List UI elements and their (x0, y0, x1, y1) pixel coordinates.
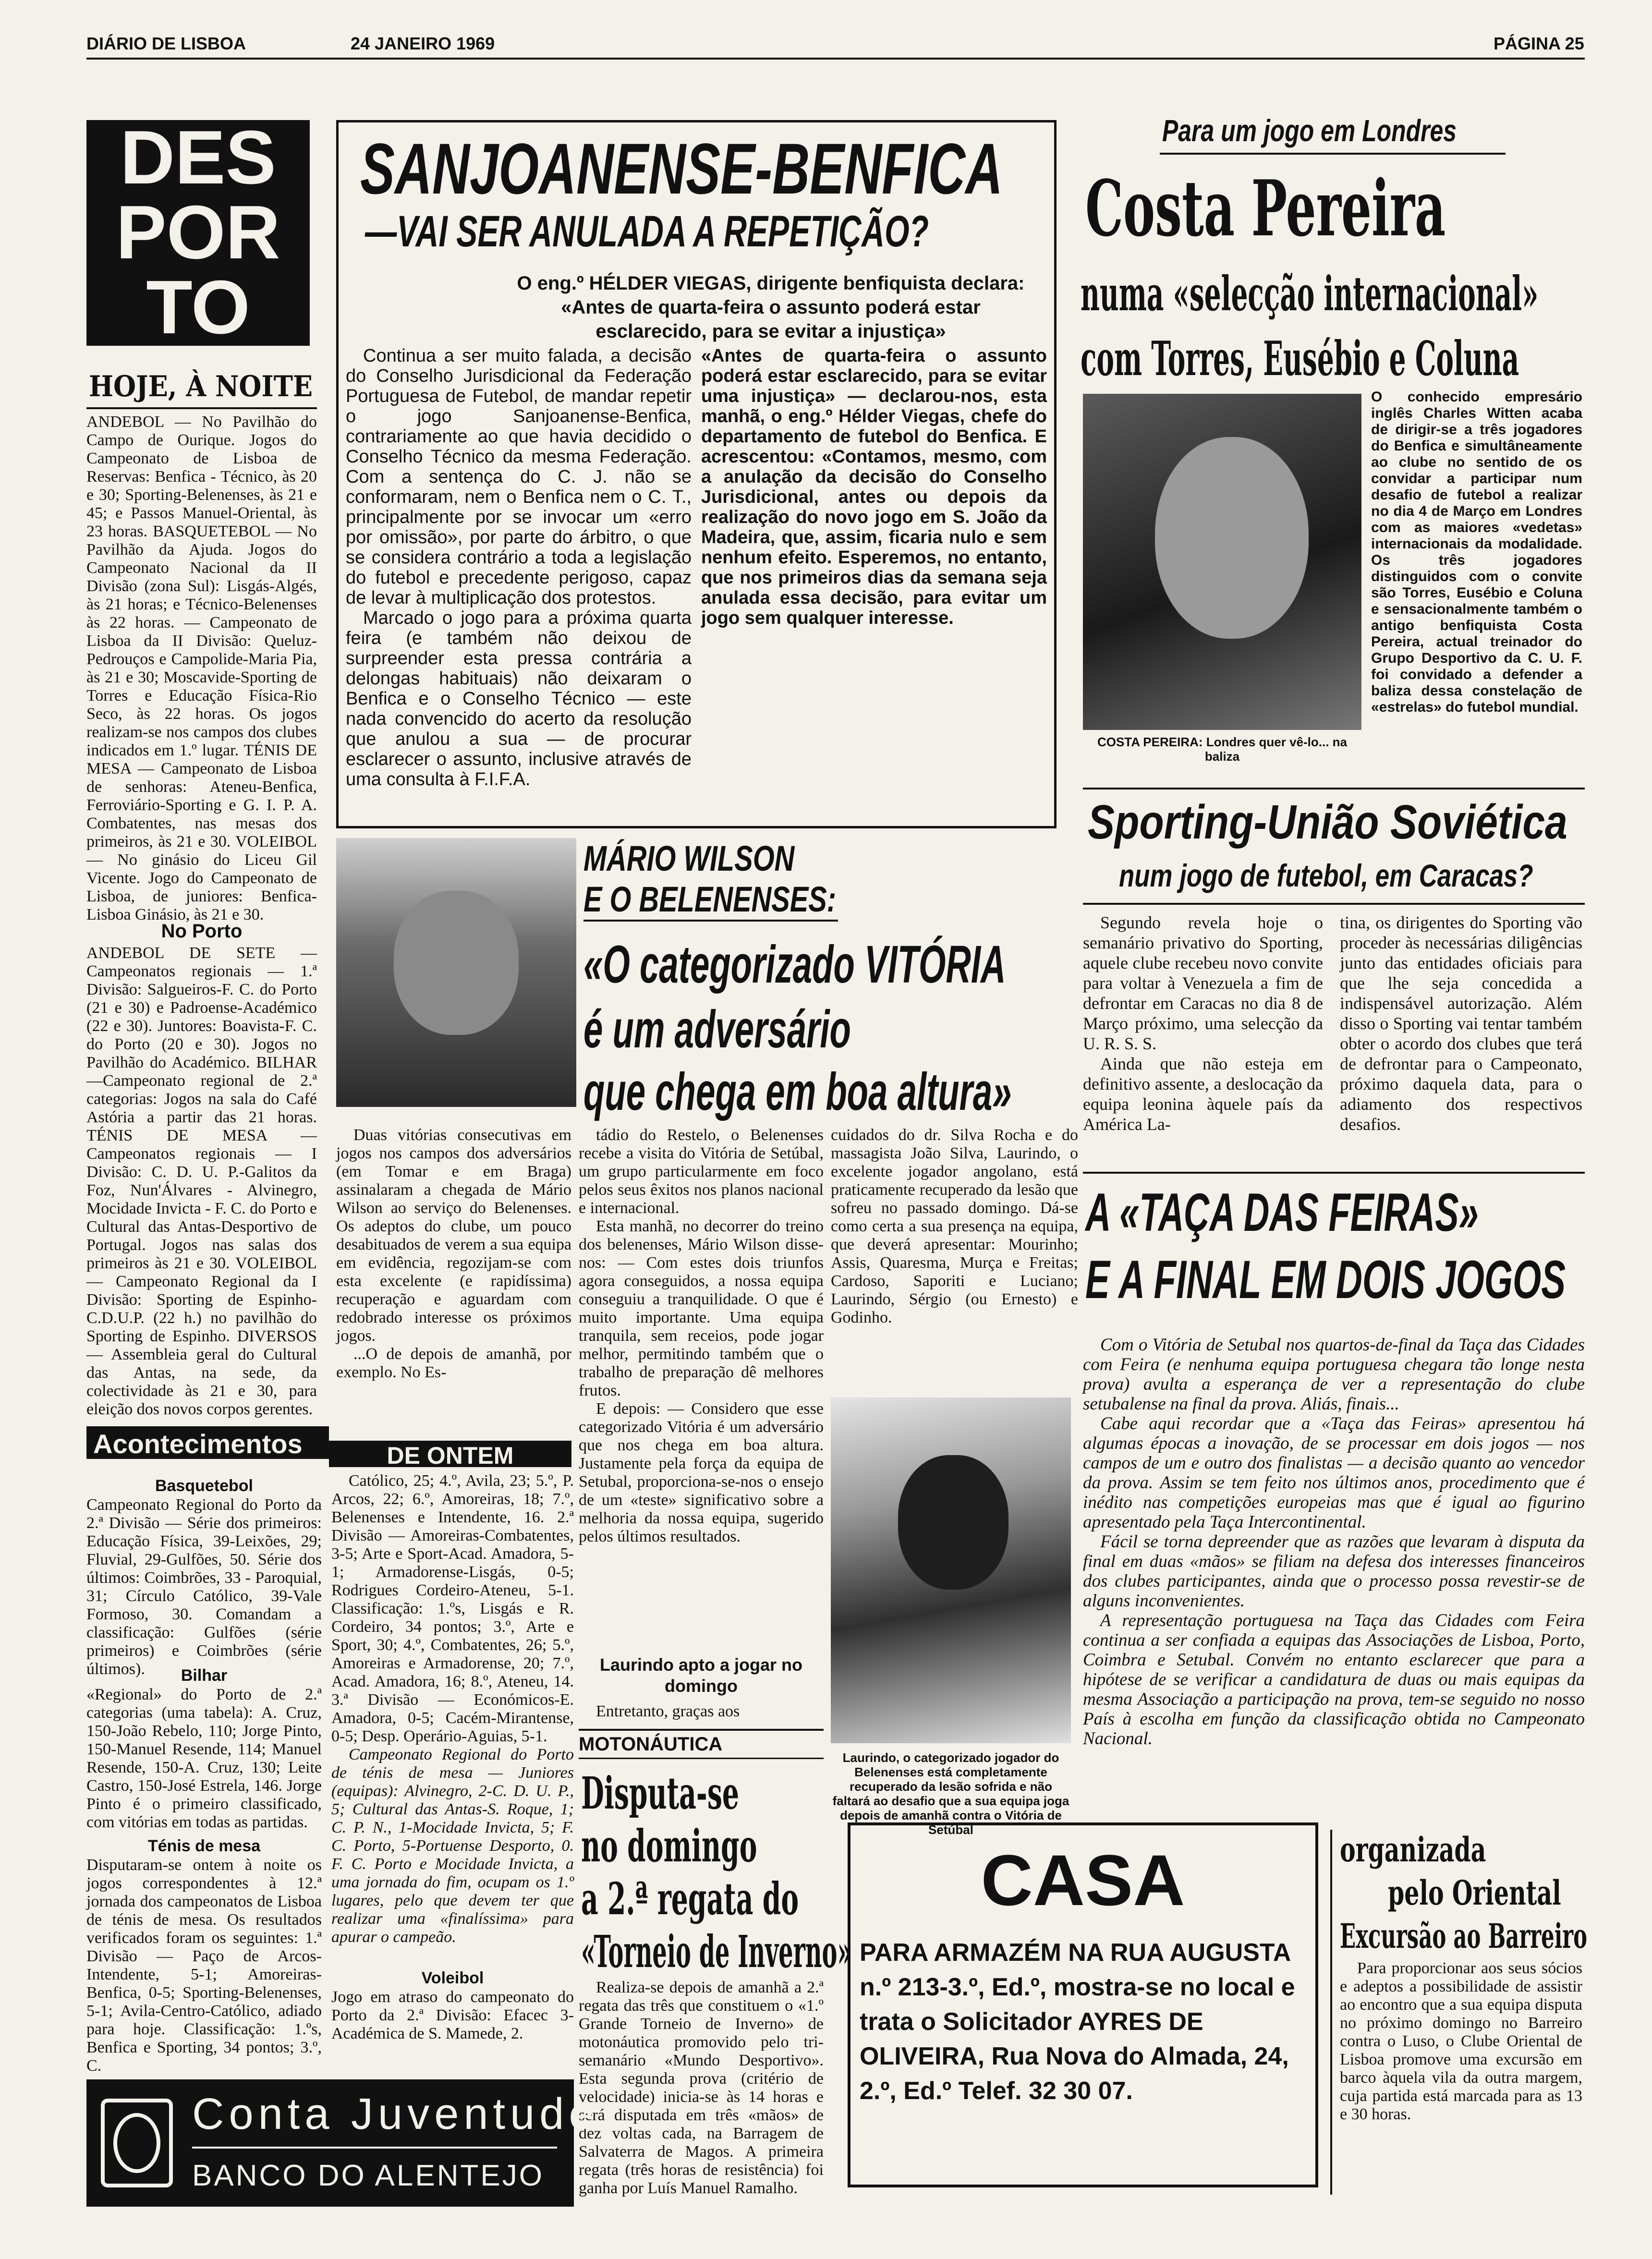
laurindo-subhead: Laurindo apto a jogar no domingo (600, 1655, 802, 1696)
page-number: PÁGINA 25 (1494, 34, 1584, 53)
sanjoanense-title: SANJOANENSE-BENFICA (360, 128, 1003, 209)
wilson-col2-p3: E depois: — Considero que esse categorizado Vitória é um adversário que nos chega em boa altura. Justamente pela força da equipa de Setubal, proporciona-se-nos o ensejo de um «teste» significativo sobre a melhoria da nossa equipa, sugerido pelos últimos resultados. (579, 1400, 824, 1545)
acontecimentos-banner (86, 1426, 329, 1459)
taca-p1: Com o Vitória de Setubal nos quartos-de-final da Taça das Cidades com Feira (e nenhuma equipa portuguesa chegara tão longe nesta prova) avulta a esperança de ver a representação do clube setubalense na final da prova. Aliás, finais... (1083, 1335, 1585, 1414)
motonautica-text: Realiza-se depois de amanhã a 2.ª regata das três que constituem o «1.º Grande Torneio de Inverno» de motonáutica promovido pelo tri-semanário «Mundo Desportivo». Esta segunda prova (critério de velocidade) inicia-se às 14 horas e será disputada em três «mãos» de dez voltas cada, na Barragem de Salvaterra de Magos. A primeira regata (três horas de resistência) foi ganha por Luís Manuel Ramalho. (579, 1979, 824, 2197)
motonautica-title-1: Disputa-se (581, 1767, 740, 1819)
wilson-kicker-1: MÁRIO WILSON (583, 838, 795, 878)
motonautica-title-2: no domingo (581, 1820, 757, 1872)
acontecimentos-title: Acontecimentos (93, 1429, 303, 1459)
acontecimentos-subtitle: DE ONTEM (387, 1442, 514, 1469)
logo-line-2: POR (116, 190, 280, 275)
issue-date: 24 JANEIRO 1969 (351, 34, 495, 53)
wilson-col1-p2: ...O de depois de amanhã, por exemplo. No Es- (336, 1345, 571, 1381)
bank-name: BANCO DO ALENTEJO (192, 2159, 544, 2192)
casa-line-1: PARA ARMAZÉM NA RUA AUGUSTA (860, 1939, 1291, 1967)
sporting-col1 (1083, 912, 1323, 1153)
wilson-col2-p1: tádio do Restelo, o Belenenses recebe a visita do Vitória de Setúbal, um grupo particularmente em foco pelos seus êxitos nos planos nacional e internacional. (579, 1126, 824, 1217)
bank-logo-inner (113, 2113, 160, 2173)
tenis-title: Ténis de mesa (147, 1837, 261, 1855)
bank-logo-icon (101, 2099, 173, 2187)
costa-title-2: numa «selecção internacional» (1081, 267, 1539, 322)
taca-text (1083, 1335, 1585, 1820)
hoje-rule (86, 407, 317, 409)
logo-line-1: DES (120, 115, 276, 200)
acontecimentos-col2-p1: Católico, 25; 4.º, Avila, 23; 5.º, P. Arcos, 22; 6.º, Amoreiras, 18; 7.º, Belenenses e Intendente, 16. 2.ª Divisão — Amoreiras-Combatentes, 3-5; Arte e Sport-Acad. Amadora, 5-1; Armadorense-Lisgás, 0-5; Rodrigues Cordeiro-Ateneu, 5-1. Classificação: 1.ºs, Lisgás e R. Cordeiro, 34 pontos; 3.º, Arte e Sport, 30; 4.º, Combatentes, 26; 5.º, Amoreiras e Armadorense, 20; 7.º, Acad. Amadora, 16; 8.º, Ateneu, 14. 3.ª Divisão — Económicos-E. Amadora, 0-5; Cacém-Mirantense, 0-5; Desp. Operário-Aguias, 5-1. (331, 1472, 574, 1745)
voleibol-title: Voleibol (421, 1969, 484, 1987)
wilson-quote-1: «O categorizado VITÓRIA (583, 935, 1006, 994)
sporting-title: Sporting-União Soviética (1088, 795, 1567, 849)
taca-p4: A representação portuguesa na Taça das Cidades com Feira continua a ser confiada a equipas das Associações de Lisboa, Porto, Coimbra e Setubal. Convém no entanto esclarecer que para a hipótese de se verificar a candidatura de duas ou mais equipas da mesma Associação a participação na prova, tem-se seguido no nosso País à escolha em função da classificação obtida no Campeonato Nacional. (1083, 1611, 1585, 1749)
motonautica-rule (579, 1729, 824, 1731)
taca-rule-top (1083, 1172, 1585, 1174)
wilson-col2-end: Entretanto, graças aos (596, 1702, 740, 1720)
taca-p2: Cabe aqui recordar que a «Taça das Feiras» apresentou há algumas épocas a inovação, de se processar em dois jogos — nos campos de um e outro dos finalistas — a decisão quanto ao vencedor da prova. Assim se tem feito nos últimos anos, procedimento que é inédito nas competições europeias mas que é igual ao figurino apresentado pela Taça Intercontinental. (1083, 1414, 1585, 1532)
sporting-col1-p1: Segundo revela hoje o semanário privativo do Sporting, aquele clube recebeu novo convite para voltar à Venezuela a fim de defrontar em Caracas no dia 8 de Março próximo, uma selecção da U. R. S. S. (1083, 913, 1323, 1053)
sanjoanense-subtitle: —VAI SER ANULADA A REPETIÇÃO? (365, 207, 929, 256)
motonautica-kicker-rule (579, 1758, 824, 1759)
costa-title: Costa Pereira (1085, 163, 1446, 254)
taca-p3: Fácil se torna depreender que as razões que levaram à disputa da final em duas «mãos» se filiam na defesa dos interesses financeiros dos clubes participantes, ainda que o processo possa revestir-se de alguns inconvenientes. (1083, 1532, 1585, 1611)
wilson-photo (336, 838, 576, 1107)
oriental-title-2: pelo Oriental (1388, 1873, 1561, 1913)
sporting-subtitle: num jogo de futebol, em Caracas? (1119, 858, 1533, 893)
laurindo-caption: Laurindo, o categorizado jogador do Belenenses está completamente recuperado da lesão sofrida e não faltará ao desafio que a sua equipa joga depois de amanhã contra o Vitória de Setúbal (832, 1750, 1069, 1837)
costa-photo-face (1155, 437, 1309, 639)
motonautica-title-4: «Torneio de Inverno» (581, 1926, 852, 1978)
wilson-col3: cuidados do dr. Silva Rocha e do massagista João Silva, Laurindo, o excelente jogador angolano, está praticamente recuperado da lesão que sofreu no passado domingo. Dá-se como certa a sua presença na equipa, que deverá apresentar: Mourinho; Assis, Quaresma, Murça e Freitas; Cardoso, Saporiti e Luciano; Laurindo, Sérgio (ou Ernesto) e Godinho. (831, 1126, 1078, 1326)
hoje-title: HOJE, À NOITE (89, 370, 313, 403)
wilson-quote-2: é um adversário (583, 1000, 851, 1059)
laurindo-photo (831, 1397, 1071, 1743)
tenis-text: Disputaram-se ontem à noite os jogos correspondentes à 12.ª jornada dos campeonatos de Lisboa de ténis de mesa. Os resultados verificados foram os seguintes: 1.ª Divisão — Paço de Arcos-Intendente, 5-1; Amoreiras-Benfica, 0-5; Sporting-Belenenses, 5-1; Avila-Centro-Católico, adiado para hoje. Classificação: 1.ºs, Benfica e Sporting, 34 pontos; 3.º, C. (86, 1856, 322, 2075)
taca-title-1: A «TAÇA DAS FEIRAS» (1085, 1182, 1479, 1242)
wilson-col1 (336, 1126, 571, 1381)
voleibol-text: Jogo em atraso do campeonato do Porto da 2.ª Divisão: Efacec 3-Académica de S. Mamede, 2. (331, 1988, 574, 2042)
oriental-title-1: organizada (1340, 1830, 1486, 1870)
oriental-text: Para proporcionar aos seus sócios e adeptos a possibilidade de assistir ao encontro que a sua equipa disputa no próximo domingo no Barreiro contra o Luso, o Clube Oriental de Lisboa promove uma excursão em barco àquela vila da outra margem, cuja partida está marcada para as 13 e 30 horas. (1340, 1959, 1582, 2123)
paper-name: DIÁRIO DE LISBOA (86, 34, 246, 53)
acontecimentos-col2-p2: Campeonato Regional do Porto de ténis de mesa — Juniores (equipas): Alvinegro, 2-C. D. U. P., 5; Cultural das Antas-S. Roque, 1; C. P. N., 1-Mocidade Invicta, 5; F. C. Porto, 5-Portuense Desporto, 0. F. C. Porto e Mocidade Invicta, a uma jornada do fim, ocupam os 1.º lugares, pelo que devem ter que realizar uma «finalíssima» para apurar o campeão. (331, 1746, 574, 1946)
logo-line-3: TO (146, 265, 250, 350)
conta-juventude-ad (86, 2079, 598, 2207)
desporto-logo (86, 115, 310, 350)
hoje-text: ANDEBOL — No Pavilhão do Campo de Ourique. Jogos do Campeonato de Lisboa de Reservas: Benfica - Técnico, às 20 e 30; Sporting-Belenenses, às 21 e 45; e Passos Manuel-Oriental, às 23 horas. BASQUETEBOL — No Pavilhão da Ajuda. Jogos do Campeonato Nacional da II Divisão (zona Sul): Lisgás-Algés, às 21 horas; e Técnico-Belenenses às 22 horas. — Campeonato de Lisboa da II Divisão: Queluz-Pedrouços e Campolide-Maria Pia, às 21 e 30; Moscavide-Sporting de Torres e Educação Física-Rio Seco, às 22 horas. Os jogos realizam-se nos campos dos clubes indicados em 1.º lugar. TÉNIS DE MESA — Campeonato de Lisboa de senhoras: Ateneu-Benfica, Ferroviário-Sporting e G. I. P. A. Combatentes, nas mesas dos primeiros, às 21 e 30. VOLEIBOL — No ginásio do Liceu Gil Vicente. Jogo do Campeonato de Lisboa, de juniores: Benfica-Lisboa Ginásio, às 21 e 30. (86, 413, 317, 923)
acontecimentos-subtitle-box (329, 1441, 571, 1467)
basquetebol-title: Basquetebol (155, 1477, 254, 1495)
motonautica-title-3: a 2.ª regata do (581, 1873, 799, 1925)
taca-title-2: E A FINAL EM DOIS JOGOS (1085, 1250, 1566, 1310)
sporting-col2: tina, os dirigentes do Sporting vão proceder às necessárias diligências junto das entidades oficiais para que lhe seja concedida a indispensável autorização. Além disso o Sporting vai tentar também obter o acordo dos clubes que terá de defrontar para o Campeonato, próximo daquela data, para o adiamento dos respectivos desafios. (1340, 913, 1582, 1134)
bilhar-title: Bilhar (181, 1666, 228, 1685)
oriental-title-3: Excursão ao Barreiro (1340, 1916, 1588, 1956)
basquetebol-text: Campeonato Regional do Porto da 2.ª Divisão — Série dos primeiros: Educação Física, 39-Leixões, 29; Fluvial, 29-Gulfões, 50. Série dos últimos: Coimbrões, 33 - Paroquial, 31; Círculo Católico, 39-Vale Formoso, 30. Comandam a classificação: Gulfões (série primeiros) e Coimbrões (série últimos). (86, 1496, 322, 1678)
sporting-rule-top (1083, 788, 1585, 789)
costa-photo (1083, 394, 1361, 730)
wilson-col1-p1: Duas vitórias consecutivas em jogos nos campos dos adversários (em Tomar e em Braga) assinalaram a chegada de Mário Wilson ao serviço do Belenenses. Os adeptos do clube, um pouco desabituados de verem a sua equipa em evidência, regozijam-se com esta excelente (e rapidíssima) recuperação e aguardam com redobrado interesse os próximos jogos. (336, 1126, 571, 1345)
costa-kicker-rule (1160, 153, 1506, 155)
costa-kicker: Para um jogo em Londres (1162, 113, 1457, 148)
laurindo-photo-face (898, 1455, 1008, 1590)
conta-title: Conta Juventude (192, 2089, 598, 2138)
sporting-rule (1083, 903, 1585, 905)
casa-title: CASA (981, 1840, 1185, 1920)
wilson-col2-p2: Esta manhã, no decorrer do treino dos belenenses, Mário Wilson disse-nos: — Com estes dois triunfos agora conseguidos, a nossa equipa conseguiu a tranquilidade. O que é muito importante. Uma equipa tranquila, sem receios, pode jogar melhor, permitindo também que o trabalho de preparação dê melhores frutos. (579, 1217, 824, 1399)
motonautica-kicker: MOTONÁUTICA (579, 1734, 723, 1755)
casa-line-2: n.º 213-3.º, Ed.º, mostra-se no local e trata o Solicitador AYRES DE OLIVEIRA, Rua Nova do Almada, 24, 2.º, Ed.º Telef. 32 30 07. (860, 1973, 1295, 2105)
oriental-rule (1330, 1830, 1332, 2195)
sanjoanense-col1-p2: Marcado o jogo para a próxima quarta feira (e também não deixou de surpreender esta pressa contrária a delongas habituais) não deixaram o Benfica e o Conselho Técnico — este nada convencido do acerto da resolução que anulou a sua — de procurar esclarecer o assunto, inclusive através de uma consulta à F.I.F.A. (346, 608, 692, 789)
bilhar-text: «Regional» do Porto de 2.ª categorias (uma tabela): A. Cruz, 150-João Rebelo, 110; Jorge Pinto, 150-Manuel Resende, 114; Manuel Resende, 150-A. Cruz, 130; Leite Castro, 150-José Estrela, 146. Jorge Pinto é o primeiro classificado, com vitórias em todas as partidas. (86, 1686, 322, 1831)
header-rule (86, 58, 1585, 60)
porto-text: ANDEBOL DE SETE — Campeonatos regionais — 1.ª Divisão: Salgueiros-F. C. do Porto (21 e 30) e Padroense-Académico (22 e 30). Juntores: Boavista-F. C. do Porto (20 e 30). Jogos no Pavilhão do Académico. BILHAR—Campeonato regional de 2.ª categorias: Jogos na sala do Café Astória a partir das 21 horas. TÉNIS DE MESA — Campeonatos regionais — I Divisão: C. D. U. P.-Galitos da Foz, Nun'Álvares - Alvinegro, Mocidade Invicta - F. C. do Porto e Cultural das Antas-Desportivo de Portugal. Jogos nas salas dos primeiros às 21 e 30. VOLEIBOL — Campeonato Regional da I Divisão: Sporting de Espinho-C.D.U.P. (22 h.) no pavilhão do Sporting de Espinho. DIVERSOS — Assembleia geral do Cultural das Antas, na sede, da colectividade às 21 e 30, para eleição dos novos corpos gerentes. (86, 944, 317, 1418)
costa-caption: COSTA PEREIRA: Londres quer vê-lo... na baliza (1097, 735, 1348, 764)
sanjoanense-col2: «Antes de quarta-feira o assunto poderá estar esclarecido, para se evitar uma injustiça» — declarou-nos, esta manhã, o eng.º Hélder Viegas, chefe do departamento de futebol do Benfica. E acrescentou: «Contamos, mesmo, com a anulação da decisão do Conselho Jurisdicional, antes ou depois da realização do novo jogo em S. João da Madeira, que, assim, ficaria nulo e sem nenhum efeito. Esperemos, no entanto, que nos primeiros dias da semana seja anulada essa decisão, para evitar um jogo sem qualquer interesse. (701, 346, 1047, 628)
porto-title: No Porto (161, 921, 243, 942)
wilson-photo-face (394, 891, 519, 1035)
conta-divider (192, 2147, 557, 2149)
sanjoanense-col1-p1: Continua a ser muito falada, a decisão do Conselho Jurisdicional da Federação Portuguesa de Futebol, de mandar repetir o jogo Sanjoanense-Benfica, contrariamente ao que havia decidido o Conselho Técnico da mesma Federação. Com a sentença do C. J. não se conformaram, nem o Benfica nem o C. T., principalmente por se invocar um «erro por omissão», por parte do árbitro, o que se considera contrário a toda a legislação do futebol e precedente perigoso, capaz de levar à multiplicação dos protestos. (346, 346, 692, 608)
sporting-col1-p2: Ainda que não esteja em definitivo assente, a deslocação da equipa leonina àquele país da América La- (1083, 1054, 1323, 1134)
sanjoanense-col1 (346, 346, 692, 816)
wilson-kicker-rule (583, 920, 838, 922)
sanjoanense-deck: O eng.º HÉLDER VIEGAS, dirigente benfiquista declara: «Antes de quarta-feira o assunto poderá estar esclarecido, para se evitar a injustiça» (517, 273, 1025, 342)
acontecimentos-col2 (331, 1472, 574, 2034)
wilson-quote-3: que chega em boa altura» (583, 1062, 1012, 1121)
wilson-kicker-2: E O BELENENSES: (583, 879, 837, 919)
costa-text: O conhecido empresário inglês Charles Witten acaba de dirigir-se a três jogadores do Benfica e simultâneamente ao clube no sentido de os convidar a participar num desafio de futebol a realizar no dia 4 de Março em Londres com as maiores «vedetas» internacionais da modalidade. Os três jogadores distinguidos com o convite são Torres, Eusébio e Coluna e sensacionalmente também o antigo benfiquista Costa Pereira, actual treinador do Grupo Desportivo da C. U. F. foi convidado a defender a baliza dessa constelação de «estrelas» do futebol mundial. (1371, 389, 1582, 715)
costa-title-3: com Torres, Eusébio e Coluna (1081, 331, 1519, 387)
